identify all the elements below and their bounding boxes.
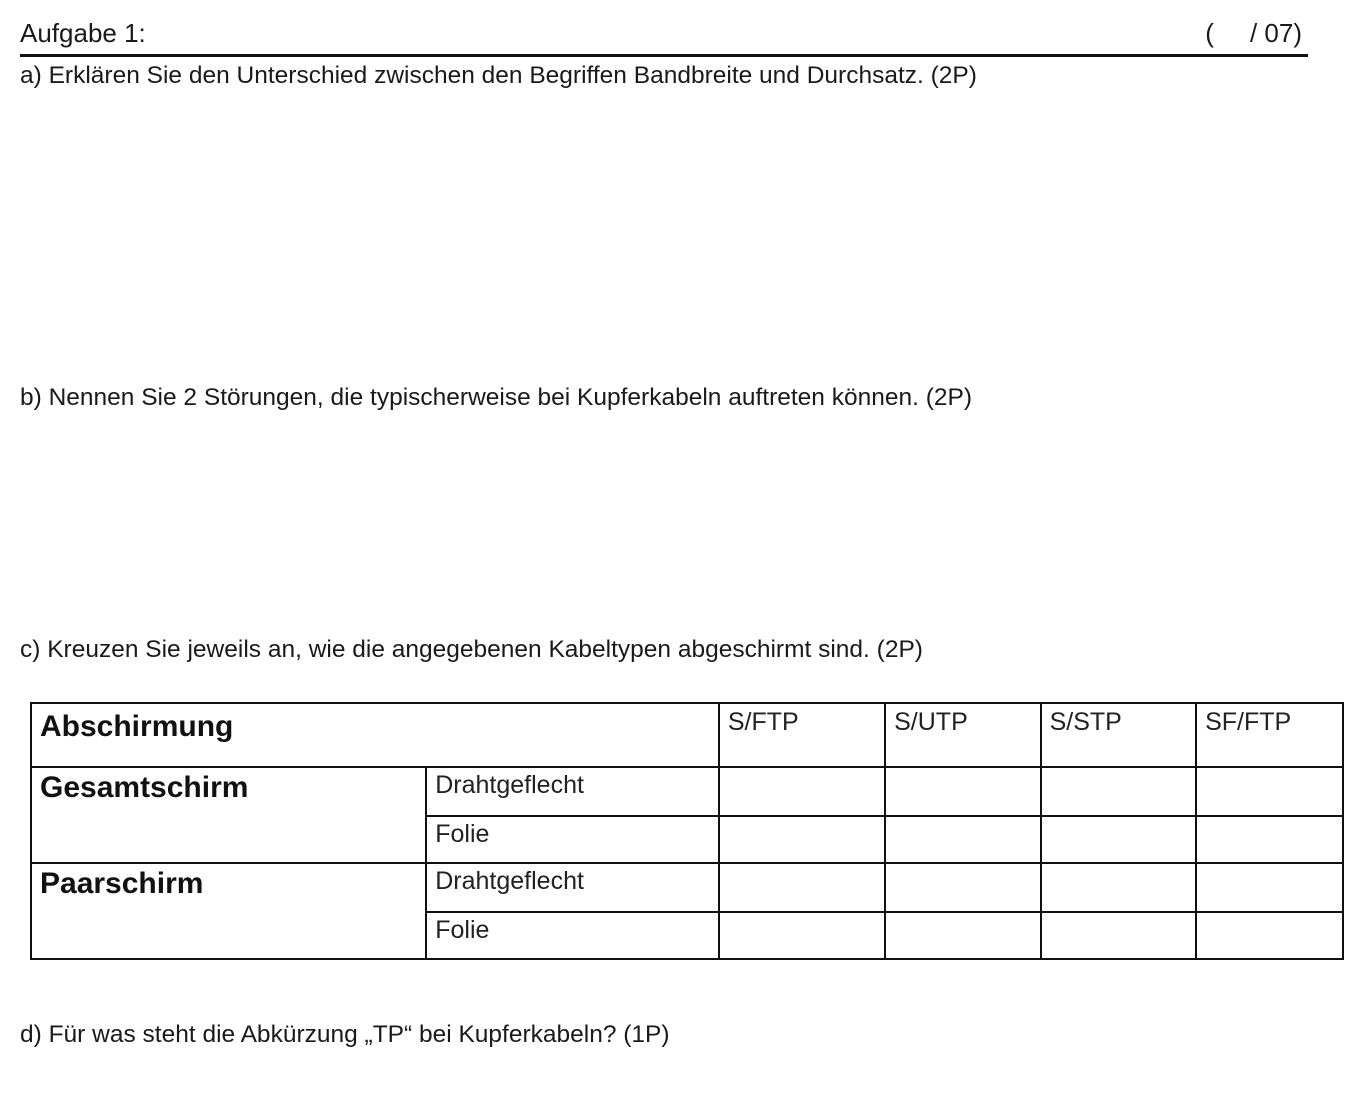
- question-b: b) Nennen Sie 2 Störungen, die typischerweise bei Kupferkabeln auftreten können. (2P): [20, 384, 973, 411]
- checkbox-cell[interactable]: [719, 912, 885, 959]
- group-label-gesamtschirm: Gesamtschirm: [31, 767, 426, 863]
- header-cable-sstp: S/STP: [1041, 703, 1196, 767]
- row-label: Folie: [426, 816, 719, 863]
- header-abschirmung: Abschirmung: [31, 703, 719, 767]
- row-label: Drahtgeflecht: [426, 863, 719, 912]
- checkbox-cell[interactable]: [1196, 912, 1343, 959]
- row-label: Drahtgeflecht: [426, 767, 719, 816]
- checkbox-cell[interactable]: [1196, 767, 1343, 816]
- checkbox-cell[interactable]: [719, 863, 885, 912]
- checkbox-cell[interactable]: [1196, 863, 1343, 912]
- checkbox-cell[interactable]: [885, 863, 1040, 912]
- score-field: ( / 07): [1205, 18, 1302, 48]
- task-header: [20, 18, 1308, 57]
- group-label-paarschirm: Paarschirm: [31, 863, 426, 959]
- header-cable-sfftp: SF/FTP: [1196, 703, 1343, 767]
- table-row: [31, 863, 1343, 912]
- header-cable-sutp: S/UTP: [885, 703, 1040, 767]
- checkbox-cell[interactable]: [885, 767, 1040, 816]
- checkbox-cell[interactable]: [885, 816, 1040, 863]
- shielding-table: [30, 702, 1344, 960]
- table-header-row: [31, 703, 1343, 767]
- question-a: a) Erklären Sie den Unterschied zwischen den Begriffen Bandbreite und Durchsatz. (2P): [20, 62, 977, 89]
- checkbox-cell[interactable]: [885, 912, 1040, 959]
- question-c: c) Kreuzen Sie jeweils an, wie die angegebenen Kabeltypen abgeschirmt sind. (2P): [20, 636, 923, 663]
- checkbox-cell[interactable]: [1041, 863, 1196, 912]
- header-cable-sftp: S/FTP: [719, 703, 885, 767]
- question-d: d) Für was steht die Abkürzung „TP“ bei Kupferkabeln? (1P): [20, 1021, 670, 1048]
- checkbox-cell[interactable]: [1041, 912, 1196, 959]
- checkbox-cell[interactable]: [719, 767, 885, 816]
- checkbox-cell[interactable]: [1041, 767, 1196, 816]
- checkbox-cell[interactable]: [1041, 816, 1196, 863]
- row-label: Folie: [426, 912, 719, 959]
- checkbox-cell[interactable]: [719, 816, 885, 863]
- task-title: Aufgabe 1:: [20, 18, 146, 48]
- table-row: [31, 767, 1343, 816]
- checkbox-cell[interactable]: [1196, 816, 1343, 863]
